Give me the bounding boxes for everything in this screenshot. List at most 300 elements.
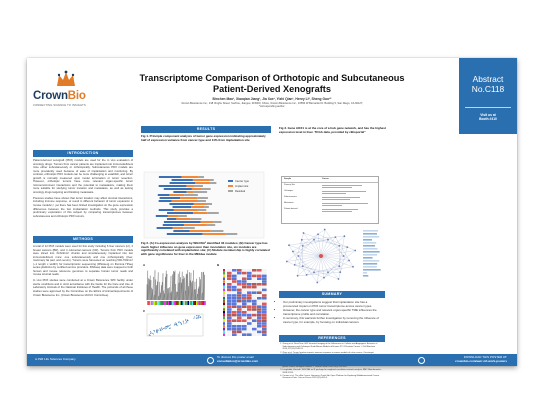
- heatmap-cell: [252, 269, 257, 272]
- crownbio-logo: [33, 68, 107, 112]
- heatmap-cell: [257, 269, 262, 272]
- module-color-cell: [164, 301, 165, 305]
- fig1-bar: [167, 218, 176, 220]
- heatmap-cell: [247, 283, 252, 286]
- heatmap-cell: [252, 328, 257, 331]
- fig1-bar: [194, 191, 207, 193]
- heatmap-cell: [247, 286, 252, 289]
- heatmap-cell: [232, 331, 237, 334]
- module-color-cell: [155, 301, 156, 305]
- scatter-point: [183, 323, 184, 324]
- heatmap-cell: [232, 311, 237, 314]
- heatmap-cell: [227, 291, 232, 294]
- network-edge: [328, 251, 355, 273]
- heatmap-cell: [237, 289, 242, 292]
- module-color-cell: [161, 301, 162, 305]
- scatter-point: [157, 332, 158, 333]
- heatmap-cell: [227, 280, 232, 283]
- heatmap-cell: [232, 294, 237, 297]
- heatmap-cell: [232, 291, 237, 294]
- network-edge: [302, 240, 321, 256]
- heatmap-cell: [247, 328, 252, 331]
- fig1-bar: [169, 194, 184, 196]
- fig2a-dendrogram: [143, 262, 211, 338]
- heatmap-module-color: [223, 328, 225, 331]
- scatter-point: [161, 330, 162, 331]
- expression-bar: [363, 230, 378, 232]
- fig1-bar: [167, 212, 193, 214]
- module-color-cell: [165, 301, 166, 305]
- heatmap-cell: [227, 331, 232, 334]
- heatmap-cell: [232, 286, 237, 289]
- module-color-cell: [175, 301, 176, 305]
- scatter-point: [185, 319, 186, 320]
- network-node: [301, 239, 303, 241]
- fig1-bar: [210, 182, 217, 184]
- expression-bar: [363, 233, 377, 235]
- heatmap-cell: [262, 328, 267, 331]
- scatter-point: [199, 315, 200, 316]
- heatmap-module-color: [223, 300, 225, 303]
- expression-bar: [363, 245, 375, 247]
- section-summary: SUMMARY: [279, 291, 385, 298]
- scatter-point: [153, 334, 154, 335]
- heatmap-cell: [227, 286, 232, 289]
- heatmap-cell: [242, 317, 247, 320]
- fig1-bar: [191, 218, 202, 220]
- heatmap-cell: [237, 305, 242, 308]
- fig1-bar: [206, 203, 212, 205]
- fig1-caption: Fig 1. Principle component analysis of tumor gene expression indicating approximately half of expression variance from cancer type and 11% from implantation site: [141, 134, 266, 142]
- heatmap-cell: [242, 308, 247, 311]
- scatter-point: [165, 328, 166, 329]
- heatmap-cell: [237, 322, 242, 325]
- fig1-bar: [160, 197, 181, 199]
- module-color-cell: [153, 301, 154, 305]
- heatmap-cell: [252, 331, 257, 334]
- heatmap-cell: [237, 277, 242, 280]
- network-node: [339, 271, 341, 273]
- heatmap-cell: [257, 300, 262, 303]
- heatmap-cell: [257, 272, 262, 275]
- heatmap-module-color: [223, 325, 225, 328]
- scatter-point: [198, 318, 199, 319]
- module-color-cell: [199, 301, 200, 305]
- heatmap-cell: [257, 286, 262, 289]
- heatmap-cell: [257, 311, 262, 314]
- fig1-bar: [201, 188, 211, 190]
- dendrogram-lines: [147, 270, 205, 300]
- heatmap-cell: [247, 325, 252, 328]
- expression-bar: [363, 248, 378, 250]
- network-node: [298, 255, 300, 257]
- scatter-point: [200, 317, 201, 318]
- module-color-cell: [150, 301, 151, 305]
- heatmap-cell: [262, 291, 267, 294]
- fig3-row: Metastasis: [284, 202, 294, 204]
- heatmap-cell: [227, 294, 232, 297]
- abstract-number: Abstract No.C118: [471, 74, 505, 94]
- module-color-cell: [192, 301, 193, 305]
- fig2-label-c: C: [143, 309, 146, 313]
- scatter-point: [185, 320, 186, 321]
- heatmap-cell: [237, 314, 242, 317]
- reference-item: 2. Zhao et al. Tumor location impacts immune response in mouse models of colon cancer. Oncotarget: [283, 352, 384, 357]
- heatmap-module-color: [223, 311, 225, 314]
- fig1-bar: [201, 221, 213, 223]
- heatmap-cell: [237, 300, 242, 303]
- heatmap-cell: [237, 275, 242, 278]
- scatter-point: [180, 323, 181, 324]
- heatmap-cell: [232, 325, 237, 328]
- fig3-caption: Fig 3. Gene AOX1 is at the core of a hub gene network, and has the highest expression level in liver. TCGA data, provided by cBioportal⁴: [279, 126, 386, 134]
- network-node: [354, 250, 356, 252]
- summary-item: • However, the cancer type and relevant organ-specific TME influences the transcriptome profile and correlation.: [283, 309, 383, 316]
- scatter-point: [186, 322, 187, 323]
- heatmap-module-color: [223, 291, 225, 294]
- heatmap-cell: [232, 275, 237, 278]
- fig3-row: Subcutaneous: [284, 196, 297, 198]
- authors: Binchen Mao¹, Xiaoqian Jiang¹, Jia Xue¹, Yizhi Qian¹, Henry Li², Sheng Guo¹*: [212, 97, 332, 101]
- fig1-bar: [159, 200, 172, 202]
- fig1-bar: [172, 200, 198, 202]
- network-node: [327, 271, 329, 273]
- heatmap-module-color: [223, 305, 225, 308]
- scatter-point: [169, 325, 170, 326]
- heatmap-cell: [262, 283, 267, 286]
- fig1-bar: [170, 182, 196, 184]
- heatmap-cell: [257, 294, 262, 297]
- heatmap-module-color: [223, 280, 225, 283]
- heatmap-cell: [227, 328, 232, 331]
- fig1-bar: [164, 188, 192, 190]
- module-color-cell: [195, 301, 196, 305]
- scatter-point: [175, 324, 176, 325]
- scatter-point: [176, 324, 177, 325]
- heatmap-cell: [247, 319, 252, 322]
- fig3-header-1: Sample: [284, 178, 292, 180]
- scatter-point: [166, 328, 167, 329]
- heatmap-cell: [252, 280, 257, 283]
- fig3-hub-network: [287, 226, 385, 284]
- fig1-bar: [193, 179, 209, 181]
- heatmap-cell: [247, 277, 252, 280]
- heatmap-cell: [227, 319, 232, 322]
- fig1-legend-3: Residual: [235, 190, 246, 193]
- fig1-bar: [226, 233, 237, 235]
- network-node: [316, 282, 318, 284]
- heatmap-cell: [237, 325, 242, 328]
- network-node: [292, 251, 294, 253]
- scatter-point: [198, 317, 199, 318]
- heatmap-cell: [262, 294, 267, 297]
- fig1-bar: [213, 221, 221, 223]
- heatmap-cell: [252, 308, 257, 311]
- module-color-cell: [176, 301, 177, 305]
- heatmap-cell: [227, 325, 232, 328]
- heatmap-cell: [232, 305, 237, 308]
- module-color-cell: [147, 301, 148, 305]
- heatmap-cell: [227, 333, 232, 336]
- heatmap-cell: [242, 280, 247, 283]
- fig2-caption: Fig 2. (A) Co-expression analysis by WGCNA³ identified 33 modules; (B) Cancer type has much higher influence on gene expression than inoculation site, six modules are significantly correlated with implantation site; (C) Module membership is highly correlated with gene significance for liver in the MEblue module: [141, 241, 270, 257]
- scatter-point: [170, 328, 171, 329]
- heatmap-cell: [232, 269, 237, 272]
- heatmap-cell: [262, 269, 267, 272]
- heatmap-cell: [247, 322, 252, 325]
- heatmap-cell: [247, 291, 252, 294]
- booth-info: Visit us at Booth #410: [479, 113, 497, 122]
- fig1-bar: [168, 215, 178, 217]
- scatter-point: [193, 318, 194, 319]
- scatter-point: [197, 318, 198, 319]
- heatmap-cell: [232, 322, 237, 325]
- module-color-cell: [203, 301, 204, 305]
- network-edge: [287, 240, 314, 262]
- module-color-cell: [181, 301, 182, 305]
- fig1-bar: [183, 227, 194, 229]
- network-node: [317, 233, 319, 235]
- module-color-cell: [202, 301, 203, 305]
- fig1-bar: [182, 176, 199, 178]
- heatmap-cell: [237, 297, 242, 300]
- fig1-bar: [184, 194, 198, 196]
- module-color-cell: [197, 301, 198, 305]
- scatter-point: [174, 324, 175, 325]
- scatter-point: [170, 324, 171, 325]
- heatmap-cell: [227, 272, 232, 275]
- heatmap-cell: [247, 269, 252, 272]
- network-node: [327, 239, 329, 241]
- scatter-point: [149, 334, 150, 335]
- heatmap-cell: [262, 277, 267, 280]
- scatter-point: [157, 331, 158, 332]
- heatmap-cell: [227, 275, 232, 278]
- network-node: [352, 266, 354, 268]
- footer-download: DOWNLOAD THIS POSTER AT: crownbio.com/aacr-mf-work-posters: [455, 355, 507, 363]
- summary-item: • In summary, this warrants further investigation by removing the influence of cancer type, for example, by focusing on individual cancers.: [283, 317, 383, 324]
- heatmap-cell: [262, 331, 267, 334]
- scatter-point: [156, 331, 157, 332]
- heatmap-cell: [232, 297, 237, 300]
- email-icon: [207, 357, 214, 364]
- network-node: [297, 275, 299, 277]
- fig1-legend-1: Cancer type: [235, 180, 249, 183]
- module-color-cell: [189, 301, 190, 305]
- heatmap-cell: [247, 272, 252, 275]
- module-color-cell: [151, 301, 152, 305]
- module-color-cell: [186, 301, 187, 305]
- heatmap-cell: [247, 303, 252, 306]
- fig1-bar: [156, 215, 168, 217]
- fig1-bar: [186, 185, 194, 187]
- footer-company: A JSR Life Sciences Company: [35, 357, 76, 361]
- heatmap-cell: [232, 314, 237, 317]
- fig2-label-a: A: [143, 263, 146, 267]
- network-node: [302, 245, 304, 247]
- heatmap-module-color: [223, 319, 225, 322]
- network-node: [346, 246, 348, 248]
- network-node: [302, 265, 304, 267]
- module-color-cell: [154, 301, 155, 305]
- heatmap-cell: [262, 308, 267, 311]
- scatter-point: [179, 322, 180, 323]
- expression-bar: [363, 272, 367, 274]
- module-color-cell: [185, 301, 186, 305]
- heatmap-module-color: [223, 294, 225, 297]
- fig1-bar: [211, 230, 224, 232]
- fig1-bar: [158, 194, 170, 196]
- section-methods: METHODS: [33, 236, 133, 243]
- heatmap-cell: [242, 289, 247, 292]
- heatmap-cell: [237, 311, 242, 314]
- scatter-point: [169, 328, 170, 329]
- module-color-cell: [158, 301, 159, 305]
- network-node: [338, 245, 340, 247]
- fig1-bar: [180, 197, 197, 199]
- hub-node: [319, 254, 323, 258]
- heatmap-cell: [242, 286, 247, 289]
- heatmap-module-color: [223, 322, 225, 325]
- heatmap-cell: [242, 291, 247, 294]
- scatter-point: [168, 326, 169, 327]
- fig1-bar: [191, 206, 204, 208]
- heatmap-cell: [252, 283, 257, 286]
- heatmap-cell: [227, 283, 232, 286]
- scatter-point: [188, 320, 189, 321]
- heatmap-cell: [262, 322, 267, 325]
- abstract-badge: [459, 58, 517, 134]
- heatmap-cell: [257, 325, 262, 328]
- heatmap-cell: [242, 305, 247, 308]
- network-node: [348, 260, 350, 262]
- heatmap-cell: [262, 300, 267, 303]
- module-color-cell: [178, 301, 179, 305]
- reference-item: 5. Langfelder, Horvath. WGCNA: an R package for weighted correlation network analysis. BMC Bioinformatics 2008;9:559.: [283, 369, 384, 374]
- heatmap-cell: [262, 280, 267, 283]
- heatmap-cell: [232, 328, 237, 331]
- fig1-bar: [174, 209, 198, 211]
- scatter-point: [194, 316, 195, 317]
- module-color-cell: [190, 301, 191, 305]
- heatmap-cell: [247, 297, 252, 300]
- heatmap-cell: [262, 286, 267, 289]
- heatmap-cell: [252, 275, 257, 278]
- fig1-legend-2: Implant site: [235, 185, 249, 188]
- heatmap-module-color: [223, 277, 225, 280]
- scatter-point: [165, 327, 166, 328]
- network-node: [344, 235, 346, 237]
- fig1-bar: [199, 176, 204, 178]
- heatmap-cell: [247, 275, 252, 278]
- fig1-bar: [173, 230, 189, 232]
- heatmap-cell: [262, 311, 267, 314]
- heatmap-cell: [242, 300, 247, 303]
- heatmap-cell: [227, 277, 232, 280]
- heatmap-cell: [257, 275, 262, 278]
- module-color-cell: [183, 301, 184, 305]
- expression-bar: [363, 242, 376, 244]
- fig1-bar: [159, 176, 182, 178]
- heatmap-cell: [242, 272, 247, 275]
- fig1-bar: [209, 179, 214, 181]
- module-color-cell: [168, 301, 169, 305]
- scatter-point: [183, 321, 184, 322]
- scatter-point: [163, 328, 164, 329]
- fig1-bar: [198, 209, 207, 211]
- heatmap-cell: [252, 314, 257, 317]
- fig1-bar: [194, 203, 207, 205]
- heatmap-cell: [257, 305, 262, 308]
- scatter-point: [177, 325, 178, 326]
- heatmap-cell: [232, 277, 237, 280]
- scatter-point: [152, 333, 153, 334]
- heatmap-cell: [262, 272, 267, 275]
- heatmap-cell: [227, 322, 232, 325]
- heatmap-cell: [252, 291, 257, 294]
- network-node: [343, 255, 345, 257]
- heatmap-cell: [242, 311, 247, 314]
- network-node: [313, 271, 315, 273]
- heatmap-cell: [247, 333, 252, 336]
- heatmap-cell: [257, 333, 262, 336]
- scatter-point: [199, 317, 200, 318]
- fig1-bar: [189, 230, 210, 232]
- heatmap-cell: [257, 328, 262, 331]
- scatter-point: [149, 335, 150, 336]
- fig1-bar: [178, 215, 187, 217]
- fig1-bar: [163, 224, 184, 226]
- fig1-bar: [184, 224, 207, 226]
- heatmap-cell: [257, 319, 262, 322]
- heatmap-cell: [232, 319, 237, 322]
- expression-bar: [363, 236, 379, 238]
- network-node: [323, 277, 325, 279]
- heatmap-cell: [232, 272, 237, 275]
- heatmap-cell: [262, 305, 267, 308]
- heatmap-module-color: [223, 314, 225, 317]
- network-node: [286, 261, 288, 263]
- heatmap-cell: [237, 280, 242, 283]
- network-node: [294, 264, 296, 266]
- scatter-point: [178, 322, 179, 323]
- heatmap-cell: [257, 303, 262, 306]
- poster: [27, 58, 517, 380]
- scatter-point: [197, 317, 198, 318]
- heatmap-cell: [237, 272, 242, 275]
- heatmap-cell: [227, 311, 232, 314]
- scatter-point: [160, 330, 161, 331]
- heatmap-cell: [227, 317, 232, 320]
- heatmap-cell: [237, 317, 242, 320]
- module-color-cell: [174, 301, 175, 305]
- heatmap-cell: [252, 311, 257, 314]
- heatmap-cell: [252, 303, 257, 306]
- heatmap-cell: [247, 331, 252, 334]
- fig1-bar: [164, 221, 201, 223]
- module-color-cell: [204, 301, 205, 305]
- scatter-point: [158, 330, 159, 331]
- heatmap-cell: [252, 305, 257, 308]
- heatmap-cell: [262, 289, 267, 292]
- heatmap-cell: [257, 331, 262, 334]
- heatmap-cell: [237, 331, 242, 334]
- heatmap-cell: [257, 308, 262, 311]
- heatmap-cell: [257, 317, 262, 320]
- fig1-bar: [173, 227, 184, 229]
- heatmap-cell: [262, 275, 267, 278]
- heatmap-cell: [262, 317, 267, 320]
